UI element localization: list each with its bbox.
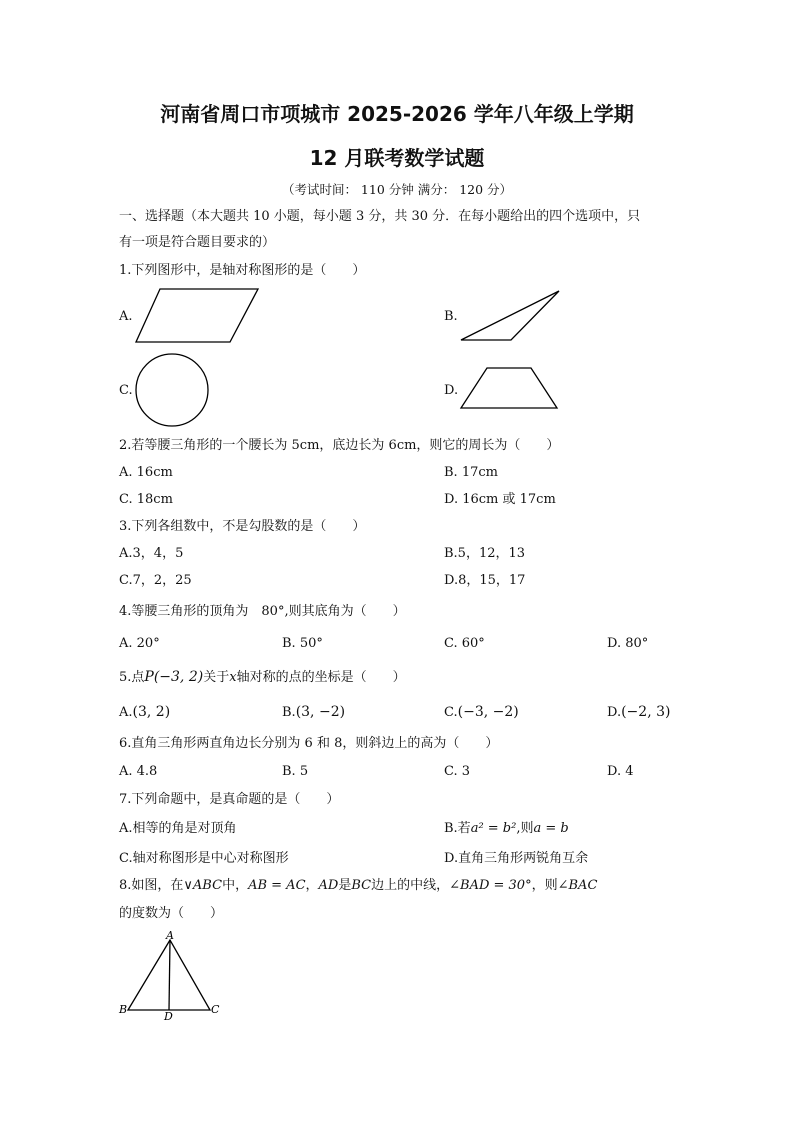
- q5-point: P(−3, 2): [144, 669, 204, 685]
- vertex-label-a: A: [166, 930, 174, 942]
- q7-option-c: C.轴对称图形是中心对称图形: [119, 851, 289, 866]
- q3-option-d: D.8，15，17: [444, 573, 526, 588]
- q5-option-a: [119, 703, 170, 722]
- q5-option-d-label: D.: [607, 705, 622, 720]
- vertex-label-c: C: [211, 1003, 220, 1016]
- q5-option-c-value: (−3, −2): [457, 704, 519, 720]
- q7-stem: 7.下列命题中，是真命题的是（ ）: [119, 792, 340, 807]
- q8-angle: ∠BAD = 30°: [449, 878, 532, 893]
- q4-option-a: A. 20°: [119, 636, 160, 651]
- q5-option-a-label: A.: [119, 705, 133, 720]
- section-heading-line1: 一、选择题（本大题共 10 小题，每小题 3 分，共 30 分．在每小题给出的四个选项中，只: [119, 209, 641, 224]
- q2-option-d: D. 16cm 或 17cm: [444, 492, 556, 507]
- q5-stem: [119, 668, 406, 687]
- q4-option-d: D. 80°: [607, 636, 649, 651]
- parallelogram-figure: [130, 285, 265, 347]
- q5-axis: x: [229, 670, 237, 685]
- q4-option-b: B. 50°: [282, 636, 323, 651]
- q8-stem: [119, 877, 597, 895]
- q2-option-c: C. 18cm: [119, 492, 173, 507]
- q6-option-b: B. 5: [282, 764, 309, 779]
- q5-option-b: [282, 703, 345, 722]
- q5-stem-b: 关于: [203, 670, 230, 685]
- q1-stem: 1.下列图形中，是轴对称图形的是（ ）: [119, 263, 366, 278]
- q7-option-d: D.直角三角形两锐角互余: [444, 851, 589, 866]
- q5-option-c: [444, 703, 519, 722]
- q7-option-b-math2: a = b: [533, 821, 569, 836]
- q8-bac: ∠BAC: [557, 878, 598, 893]
- q2-option-a: A. 16cm: [119, 465, 173, 480]
- circle-figure: [132, 350, 212, 430]
- q3-stem: 3.下列各组数中，不是勾股数的是（ ）: [119, 519, 366, 534]
- q7-option-b-math1: a² = b²: [470, 821, 517, 836]
- doc-title-line2: 12 月联考数学试题: [309, 146, 485, 170]
- q3-option-b: B.5，12，13: [444, 546, 526, 561]
- q8-stem-e: 边上的中线，: [371, 878, 450, 893]
- q5-stem-a: 5.点: [119, 670, 145, 685]
- exam-info: （考试时间： 110 分钟 满分： 120 分）: [281, 182, 513, 197]
- vertex-label-b: B: [119, 1003, 128, 1016]
- q8-bc: BC: [351, 878, 372, 893]
- q5-option-a-value: (3, 2): [132, 704, 171, 720]
- q8-ad: AD: [318, 878, 339, 893]
- q8-stem-c: ，: [305, 878, 319, 893]
- point-label-d: D: [164, 1010, 173, 1022]
- obtuse-triangle-figure: [455, 285, 567, 347]
- q5-stem-c: 轴对称的点的坐标是（ ）: [236, 670, 406, 685]
- q8-stem-b: 中，: [222, 878, 249, 893]
- q3-option-a: A.3，4，5: [119, 546, 184, 561]
- q2-stem: 2.若等腰三角形的一个腰长为 5cm，底边长为 6cm，则它的周长为（ ）: [119, 438, 560, 453]
- q8-eq1: AB = AC: [248, 878, 306, 893]
- isosceles-triangle-figure: [116, 930, 226, 1022]
- q6-stem: 6.直角三角形两直角边长分别为 6 和 8，则斜边上的高为（ ）: [119, 736, 499, 751]
- section-heading-line2: 有一项是符合题目要求的）: [119, 235, 276, 250]
- q6-option-c: C. 3: [444, 764, 471, 779]
- q8-stem-a: 8.如图，在: [119, 878, 184, 893]
- median-ad: [169, 940, 170, 1010]
- q4-option-c: C. 60°: [444, 636, 485, 651]
- q5-option-b-value: (3, −2): [295, 704, 346, 720]
- q8-triangle: ∨ABC: [183, 878, 223, 893]
- q1-option-c-label: C.: [119, 383, 133, 398]
- trapezoid-figure: [455, 362, 563, 414]
- q8-stem-line2: 的度数为（ ）: [119, 906, 224, 921]
- q7-option-b-text-b: ,则: [516, 821, 534, 836]
- q6-option-d: D. 4: [607, 764, 634, 779]
- q7-option-b-text-a: B.若: [444, 821, 471, 836]
- q5-option-d-value: (−2, 3): [621, 704, 671, 720]
- q3-option-c: C.7，2，25: [119, 573, 192, 588]
- q1-option-d-label: D.: [444, 383, 459, 398]
- q5-option-b-label: B.: [282, 705, 296, 720]
- q4-stem: 4.等腰三角形的顶角为 80°,则其底角为（ ）: [119, 604, 406, 619]
- q1-option-a-label: A.: [119, 309, 133, 324]
- q5-option-d: [607, 703, 670, 722]
- q8-stem-d: 是: [338, 878, 352, 893]
- q7-option-a: A.相等的角是对顶角: [119, 821, 237, 836]
- q1-option-b-label: B.: [444, 309, 458, 324]
- q2-option-b: B. 17cm: [444, 465, 498, 480]
- q6-option-a: A. 4.8: [119, 764, 158, 779]
- q8-stem-f: ，则: [531, 878, 558, 893]
- q5-option-c-label: C.: [444, 705, 458, 720]
- q7-option-b: [444, 820, 569, 838]
- doc-title-line1: 河南省周口市项城市 2025-2026 学年八年级上学期: [160, 102, 634, 126]
